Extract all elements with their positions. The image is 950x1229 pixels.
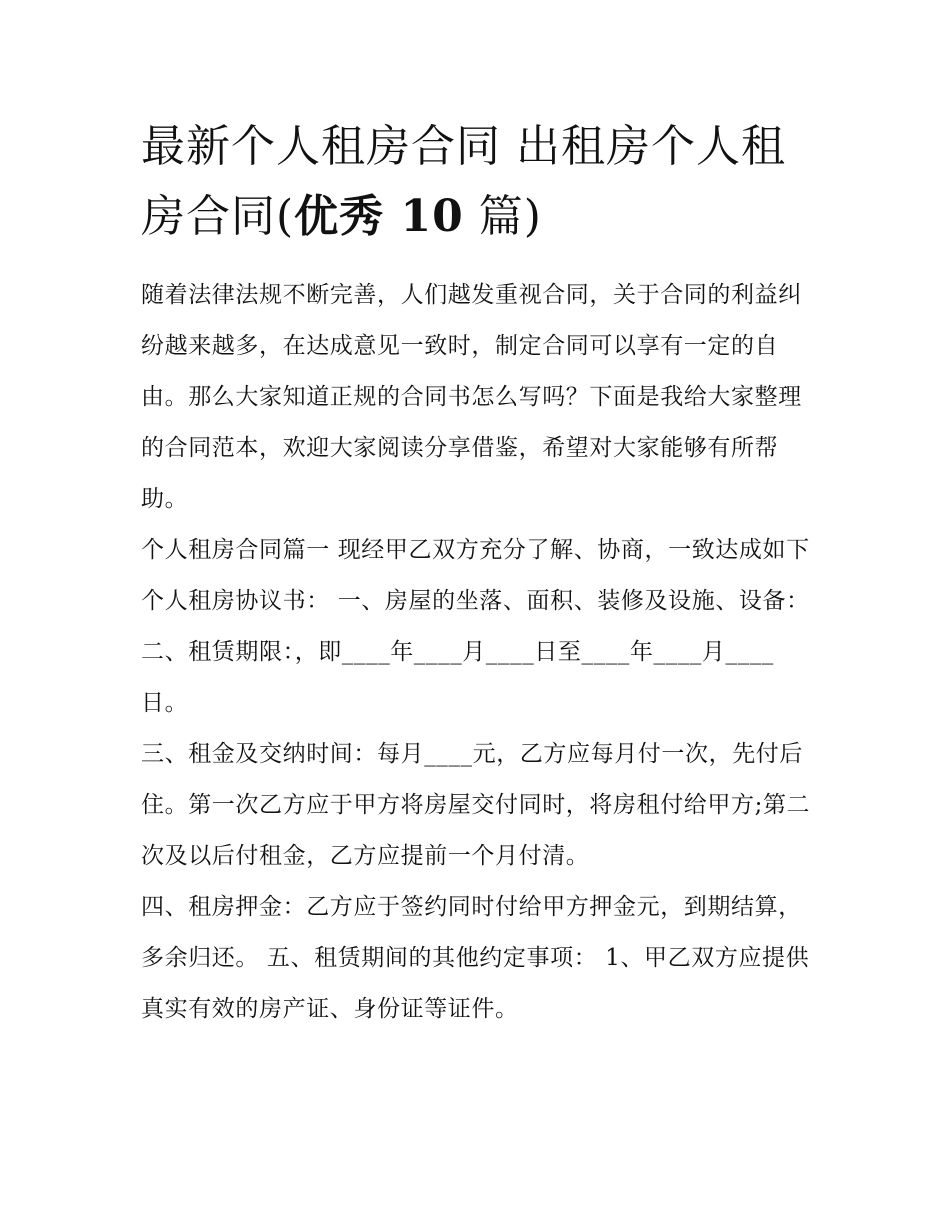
contract-section-one: 个人租房合同篇一 现经甲乙双方充分了解、协商，一致达成如下个人租房协议书： 一、房屋的坐落、面积、装修及设施、设备： <box>141 537 810 614</box>
title-text-bold: 优秀 10 <box>294 191 464 242</box>
title-text-part-3: 篇) <box>463 191 542 242</box>
document-content <box>141 112 817 1035</box>
deposit-paragraph: 四、租房押金：乙方应于签约同时付给甲方押金元，到期结算，多余归还。 五、租赁期间的其他约定事项： 1、甲乙双方应提供真实有效的房产证、身份证等证件。 <box>141 894 810 1022</box>
intro-paragraph: 随着法律法规不断完善，人们越发重视合同，关于合同的利益纠纷越来越多，在达成意见一致时，制定合同可以享有一定的自由。那么大家知道正规的合同书怎么写吗？下面是我给大家整理的合同范本，欢迎大家阅读分享借鉴，希望对大家能够有所帮助。 <box>141 282 802 512</box>
lease-term-paragraph: 二、租赁期限：，即____年____月____日至____年____月____日。 <box>141 639 774 716</box>
title-text-part-1: 最新个人租房合同 出租房个人租房合同( <box>141 121 786 242</box>
document-title <box>141 112 817 252</box>
rent-payment-paragraph: 三、租金及交纳时间：每月____元，乙方应每月付一次，先付后住。第一次乙方应于甲方将房屋交付同时，将房租付给甲方;第二次及以后付租金，乙方应提前一个月付清。 <box>141 741 811 869</box>
